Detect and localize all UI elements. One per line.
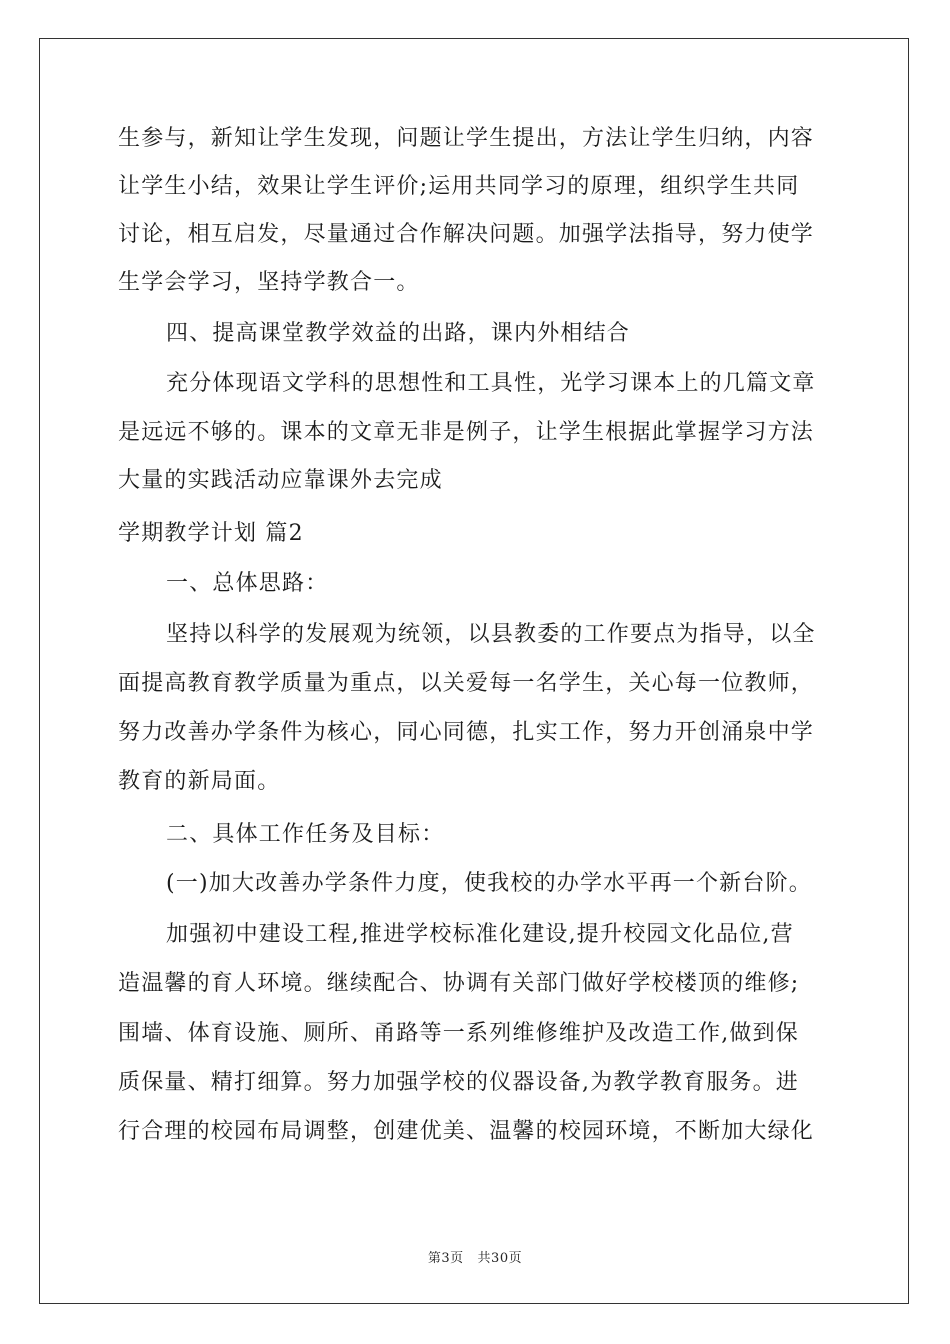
paragraph-line: 讨论，相互启发，尽量通过合作解决问题。加强学法指导，努力使学 <box>118 222 815 247</box>
paragraph-line: 行合理的校园布局调整，创建优美、温馨的校园环境，不断加大绿化 <box>118 1119 815 1144</box>
document-title: 学期教学计划 篇2 <box>118 521 304 546</box>
paragraph-line: 质保量、精打细算。努力加强学校的仪器设备,为教学教育服务。进 <box>118 1070 799 1095</box>
subsection-heading: (一)加大改善办学条件力度，使我校的办学水平再一个新台阶。 <box>166 871 812 896</box>
paragraph-line: 坚持以科学的发展观为统领，以县教委的工作要点为指导，以全 <box>166 622 816 647</box>
paragraph-line: 教育的新局面。 <box>118 769 281 794</box>
paragraph-line: 生学会学习，坚持学教合一。 <box>118 270 420 295</box>
paragraph-line: 努力改善办学条件为核心，同心同德，扎实工作，努力开创涌泉中学 <box>118 720 815 745</box>
paragraph-line: 充分体现语文学科的思想性和工具性，光学习课本上的几篇文章 <box>166 371 816 396</box>
section-heading: 一、总体思路： <box>166 571 329 596</box>
paragraph-line: 让学生小结，效果让学生评价;运用共同学习的原理，组织学生共同 <box>118 174 800 199</box>
paragraph-line: 造温馨的育人环境。继续配合、协调有关部门做好学校楼顶的维修; <box>118 971 800 996</box>
paragraph-line: 面提高教育教学质量为重点，以关爱每一名学生，关心每一位教师， <box>118 671 815 696</box>
paragraph-line: 围墙、体育设施、厕所、甬路等一系列维修维护及改造工作,做到保 <box>118 1021 799 1046</box>
paragraph-line: 大量的实践活动应靠课外去完成 <box>118 468 443 493</box>
paragraph-line: 生参与，新知让学生发现，问题让学生提出，方法让学生归纳，内容 <box>118 126 815 151</box>
section-heading: 二、具体工作任务及目标： <box>166 822 445 847</box>
section-heading: 四、提高课堂教学效益的出路，课内外相结合 <box>166 321 631 346</box>
page-number: 第3页 共30页 <box>427 1251 523 1266</box>
paragraph-line: 是远远不够的。课本的文章无非是例子，让学生根据此掌握学习方法 <box>118 420 815 445</box>
paragraph-line: 加强初中建设工程,推进学校标准化建设,提升校园文化品位,营 <box>166 922 794 947</box>
